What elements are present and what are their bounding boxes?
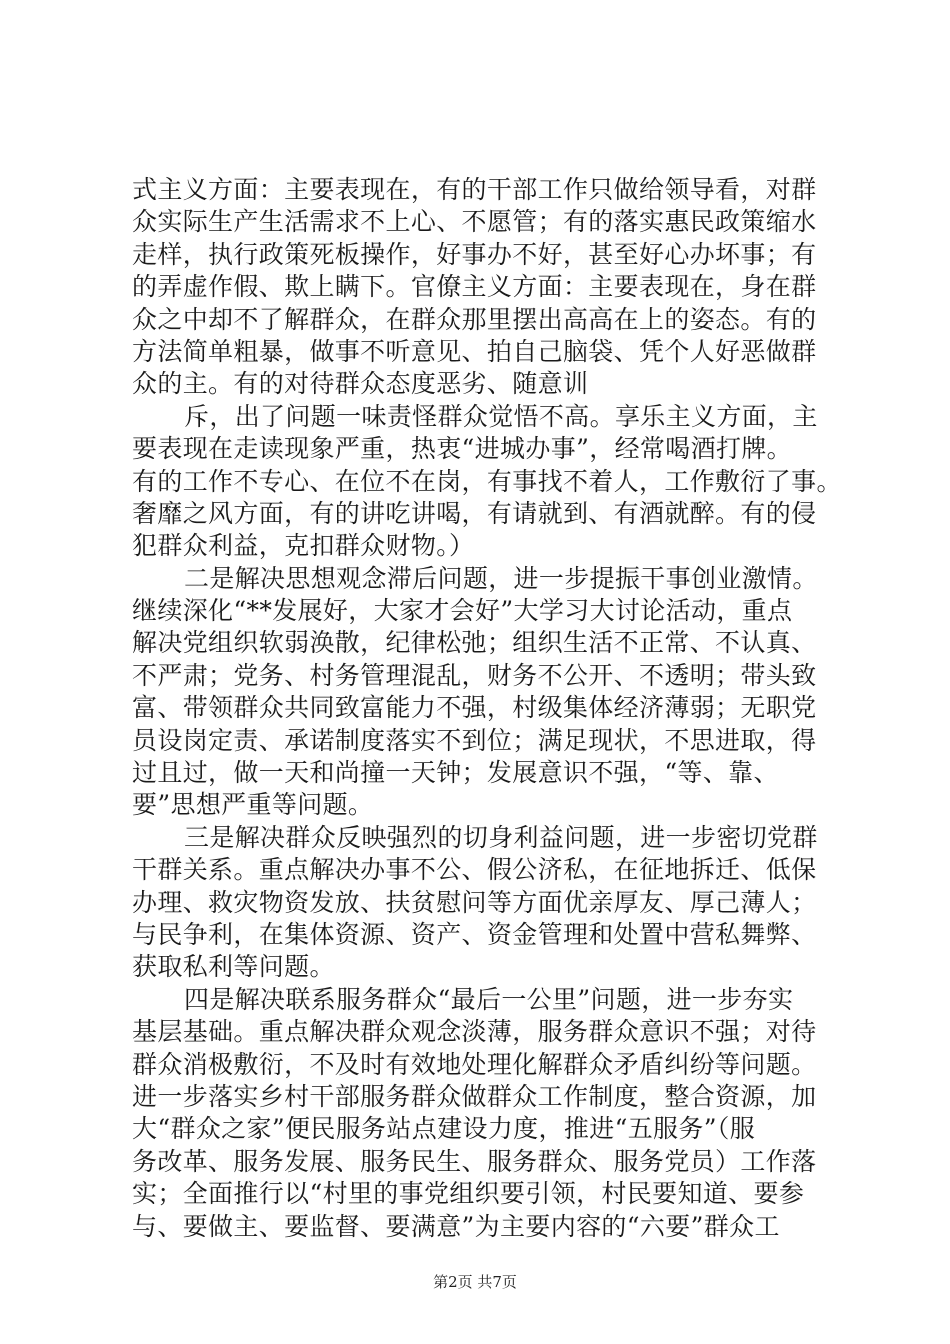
text-line: 办理、救灾物资发放、扶贫慰问等方面优亲厚友、厚己薄人； <box>132 887 817 917</box>
text-line: 走样，执行政策死板操作，好事办不好，甚至好心办坏事；有 <box>132 239 817 269</box>
text-line: 务改革、服务发展、服务民生、服务群众、服务党员）工作落 <box>132 1146 817 1176</box>
text-line: 群众消极敷衍，不及时有效地处理化解群众矛盾纠纷等问题。 <box>132 1049 817 1079</box>
text-line: 要表现在走读现象严重，热衷“进城办事”，经常喝酒打牌。 <box>132 434 793 464</box>
text-line: 式主义方面：主要表现在，有的干部工作只做给领导看，对群 <box>132 175 817 204</box>
text-line: 有的工作不专心、在位不在岗，有事找不着人，工作敷衍了事。 <box>132 466 842 496</box>
text-line: 犯群众利益，克扣群众财物。） <box>132 531 475 561</box>
text-line: 要”思想严重等问题。 <box>132 790 374 820</box>
text-line: 获取私利等问题。 <box>132 952 335 982</box>
text-line: 过且过，做一天和尚撞一天钟；发展意识不强，“等、靠、 <box>132 758 779 788</box>
paragraph-first-line: 斥，出了问题一味责怪群众觉悟不高。享乐主义方面，主 <box>184 401 818 431</box>
text-line: 员设岗定责、承诺制度落实不到位；满足现状，不思进取，得 <box>132 725 817 755</box>
text-line: 实；全面推行以“村里的事党组织要引领，村民要知道、要参 <box>132 1179 805 1209</box>
text-line: 的弄虚作假、欺上瞒下。官僚主义方面：主要表现在，身在群 <box>132 272 817 302</box>
text-line: 众之中却不了解群众，在群众那里摆出高高在上的姿态。有的 <box>132 304 817 334</box>
text-line: 与、要做主、要监督、要满意”为主要内容的“六要”群众工 <box>132 1211 780 1241</box>
text-line: 不严肃；党务、村务管理混乱，财务不公开、不透明；带头致 <box>132 660 817 690</box>
paragraph-first-line: 三是解决群众反映强烈的切身利益问题，进一步密切党群 <box>184 822 818 852</box>
text-line: 方法简单粗暴，做事不听意见、拍自己脑袋、凭个人好恶做群 <box>132 336 817 366</box>
text-line: 与民争利，在集体资源、资产、资金管理和处置中营私舞弊、 <box>132 919 817 949</box>
text-line: 众实际生产生活需求不上心、不愿管；有的落实惠民政策缩水 <box>132 207 817 237</box>
text-line: 奢靡之风方面，有的讲吃讲喝，有请就到、有酒就醉。有的侵 <box>132 498 817 528</box>
text-line: 富、带领群众共同致富能力不强，村级集体经济薄弱；无职党 <box>132 693 817 723</box>
text-line: 基层基础。重点解决群众观念淡薄，服务群众意识不强；对待 <box>132 1017 817 1047</box>
text-line: 大“群众之家”便民服务站点建设力度，推进“五服务”（服 <box>132 1114 756 1144</box>
page-number-footer: 第2页 共7页 <box>433 1273 517 1291</box>
text-line: 干群关系。重点解决办事不公、假公济私，在征地拆迁、低保 <box>132 855 817 885</box>
text-line: 众的主。有的对待群众态度恶劣、随意训 <box>132 369 589 399</box>
paragraph-first-line: 四是解决联系服务群众“最后一公里”问题，进一步夯实 <box>184 984 794 1014</box>
text-line: 继续深化“**发展好，大家才会好”大学习大讨论活动，重点 <box>132 596 793 626</box>
text-line: 解决党组织软弱涣散，纪律松弛；组织生活不正常、不认真、 <box>132 628 817 658</box>
document-body <box>132 174 852 1243</box>
text-line: 进一步落实乡村干部服务群众做群众工作制度，整合资源，加 <box>132 1081 817 1111</box>
paragraph-first-line: 二是解决思想观念滞后问题，进一步提振干事创业激情。 <box>184 563 818 593</box>
